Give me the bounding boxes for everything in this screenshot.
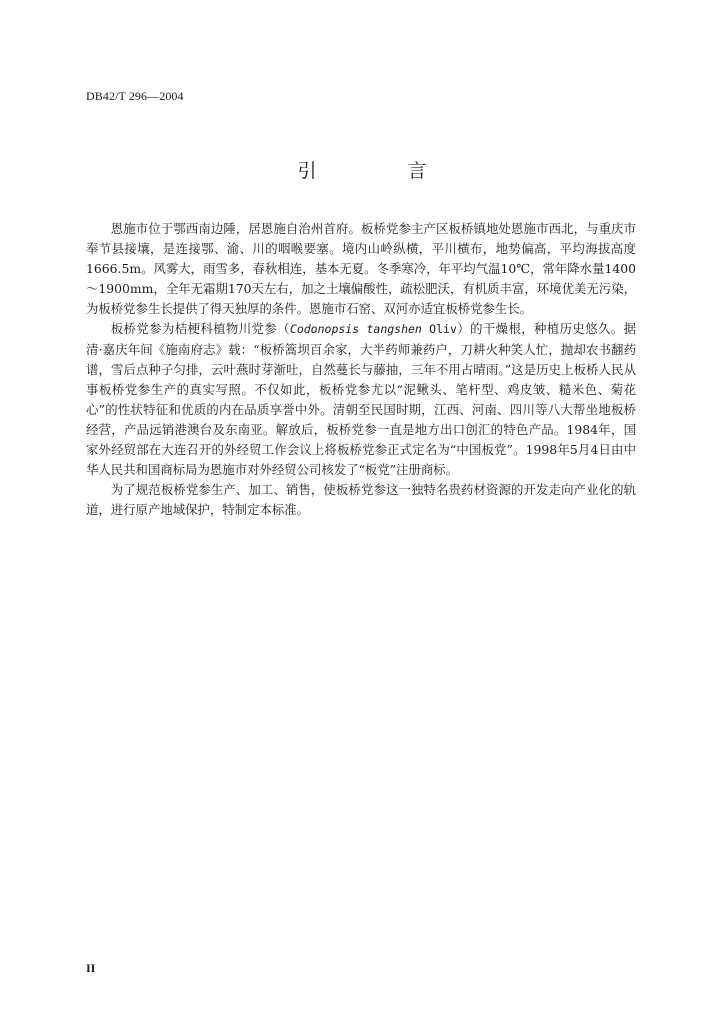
species-author: Oliv: [421, 322, 457, 337]
paragraph-history-intro: 板桥党参为桔梗科植物川党参（: [110, 321, 290, 337]
paragraph-history-body: ）的干燥根，种植历史悠久。据清·嘉庆年间《施南府志》载：“板桥篙坝百余家，大半药师兼药户，刀耕火种笑人忙，抛却农书翻药谱，雪后点种子匀排，云叶燕时芽渐吐，自然蔓长与藤抽，三年不用占晴雨。”这是历史上板桥人民从事板桥党参生产的真实写照。不仅如此，板桥党参尤以“泥鳅头、笔杆型、鸡皮皱、糙米色、菊花心”的性状特征和优质的内在品质享誉中外。清朝至民国时期，江西、河南、四川等八大帮坐地板桥经营，产品远销港澳台及东南亚。解放后，板桥党参一直是地方出口创汇的特色产品。1984年，国家外经贸部在大连召开的外经贸工作会议上将板桥党参正式定名为“中国板党”。1998年5月4日由中华人民共和国商标局为恩施市对外经贸公司核发了“板党”注册商标。: [86, 321, 636, 478]
paragraph-history: [86, 319, 636, 480]
document-body: [86, 219, 636, 520]
standard-code: DB42/T 296—2004: [86, 89, 184, 103]
latin-species-name: Codonopsis tangshen: [289, 322, 422, 337]
paragraph-location: 恩施市位于鄂西南边陲，居恩施自治州首府。板桥党参主产区板桥镇地处恩施市西北，与重庆市奉节县接壤，是连接鄂、渝、川的咽喉要塞。境内山岭纵横，平川横布，地势偏高，平均海拔高度1666.5m。风雾大，雨雪多，春秋相连，基本无夏。冬季寒冷，年平均气温10℃，常年降水量1400～1900mm，全年无霜期170天左右，加之土壤偏酸性，疏松肥沃，有机质丰富，环境优美无污染，为板桥党参生长提供了得天独厚的条件。恩施市石窑、双河亦适宜板桥党参生长。: [86, 221, 636, 317]
page-title: 引 言: [297, 160, 463, 182]
paragraph-purpose: 为了规范板桥党参生产、加工、销售，使板桥党参这一独特名贵药材资源的开发走向产业化的轨道，进行原产地域保护，特制定本标准。: [86, 482, 636, 518]
page-number: II: [86, 961, 96, 975]
